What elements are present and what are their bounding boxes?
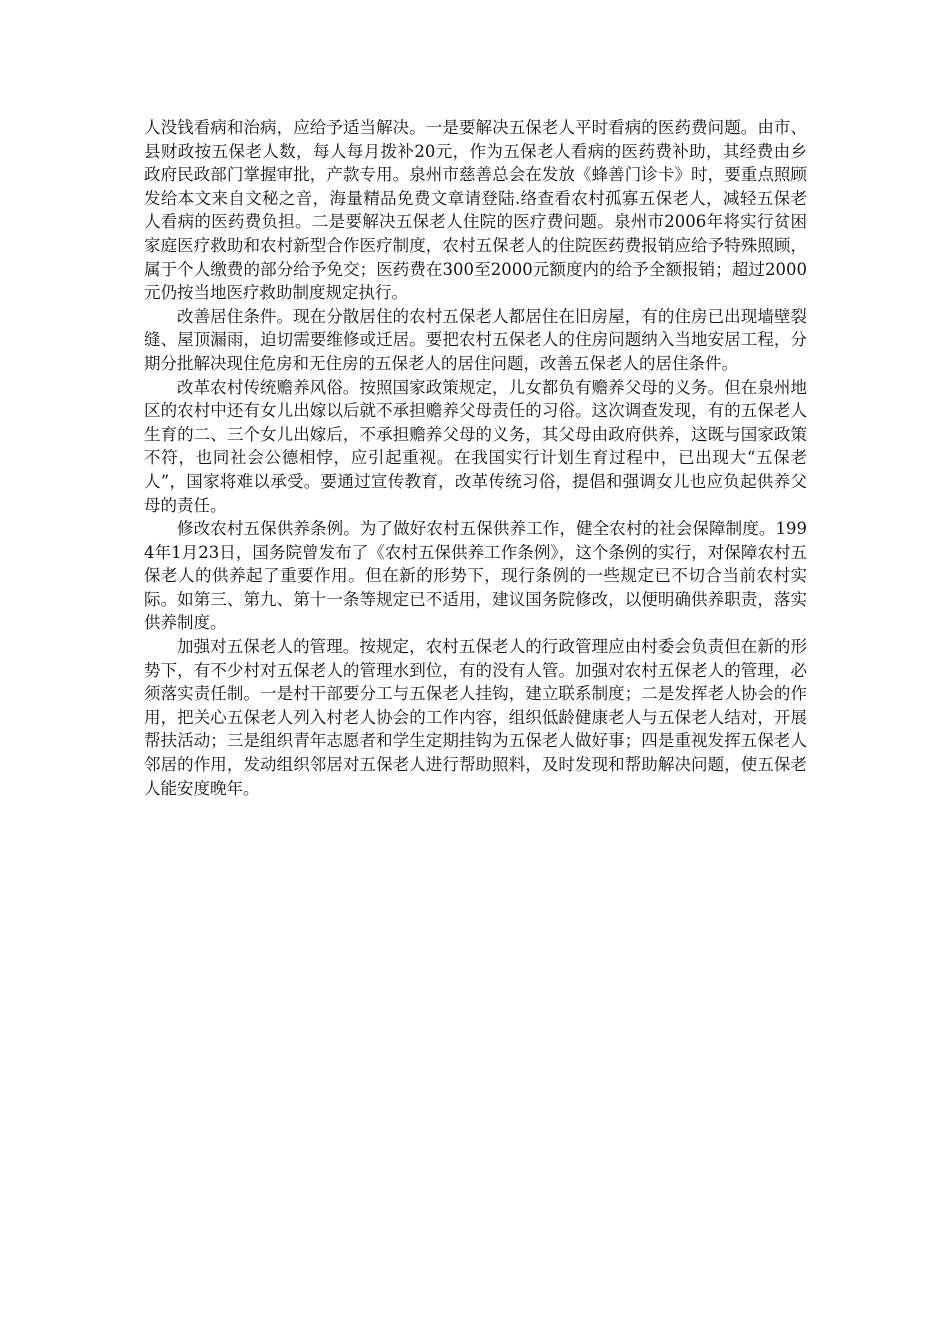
body-text	[144, 116, 807, 800]
paragraph-support-custom: 改革农村传统赡养风俗。按照国家政策规定，儿女都负有赡养父母的义务。但在泉州地区的农村中还有女儿出嫁以后就不承担赡养父母责任的习俗。这次调查发现，有的五保老人生育的二、三个女儿出嫁后，不承担赡养父母的义务，其父母由政府供养，这既与国家政策不符，也同社会公德相悖，应引起重视。在我国实行计划生育过程中，已出现大“五保老人”，国家将难以承受。要通过宣传教育，改革传统习俗，提倡和强调女儿也应负起供养父母的责任。	[144, 377, 807, 515]
paragraph-housing: 改善居住条件。现在分散居住的农村五保老人都居住在旧房屋，有的住房已出现墙壁裂缝、屋顶漏雨，迫切需要维修或迁居。要把农村五保老人的住房问题纳入当地安居工程，分期分批解决现住危房和无住房的五保老人的居住问题，改善五保老人的居住条件。	[144, 306, 807, 373]
paragraph-management: 加强对五保老人的管理。按规定，农村五保老人的行政管理应由村委会负责但在新的形势下，有不少村对五保老人的管理水到位，有的没有人管。加强对农村五保老人的管理，必须落实责任制。一是村干部要分工与五保老人挂钩，建立联系制度；二是发挥老人协会的作用，把关心五保老人列入村老人协会的工作内容，组织低龄健康老人与五保老人结对，开展帮扶活动；三是组织青年志愿者和学生定期挂钩为五保老人做好事；四是重视发挥五保老人邻居的作用，发动组织邻居对五保老人进行帮助照料，及时发现和帮助解决问题，使五保老人能安度晚年。	[144, 637, 807, 798]
paragraph-regulations: 修改农村五保供养条例。为了做好农村五保供养工作，健全农村的社会保障制度。1994年1月23日，国务院曾发布了《农村五保供养工作条例》，这个条例的实行，对保障农村五保老人的供养起了重要作用。但在新的形势下，现行条例的一些规定已不切合当前农村实际。如第三、第九、第十一条等规定已不适用，建议国务院修改，以便明确供养职责，落实供养制度。	[144, 519, 807, 633]
paragraph-medical-costs: 人没钱看病和治病，应给予适当解决。一是要解决五保老人平时看病的医药费问题。由市、县财政按五保老人数，每人每月拨补20元，作为五保老人看病的医药费补助，其经费由乡政府民政部门掌握审批，产款专用。泉州市慈善总会在发放《蜂善门诊卡》时，要重点照顾发给本文来自文秘之音，海量精品免费文章请登陆.络查看农村孤寡五保老人，减轻五保老人看病的医药费负担。二是要解决五保老人住院的医疗费问题。泉州市2006年将实行贫困家庭医疗救助和农村新型合作医疗制度，农村五保老人的住院医药费报销应给予特殊照顾，属于个人缴费的部分给予免交；医药费在300至2000元额度内的给予全额报销；超过2000元仍按当地医疗救助制度规定执行。	[144, 118, 807, 303]
